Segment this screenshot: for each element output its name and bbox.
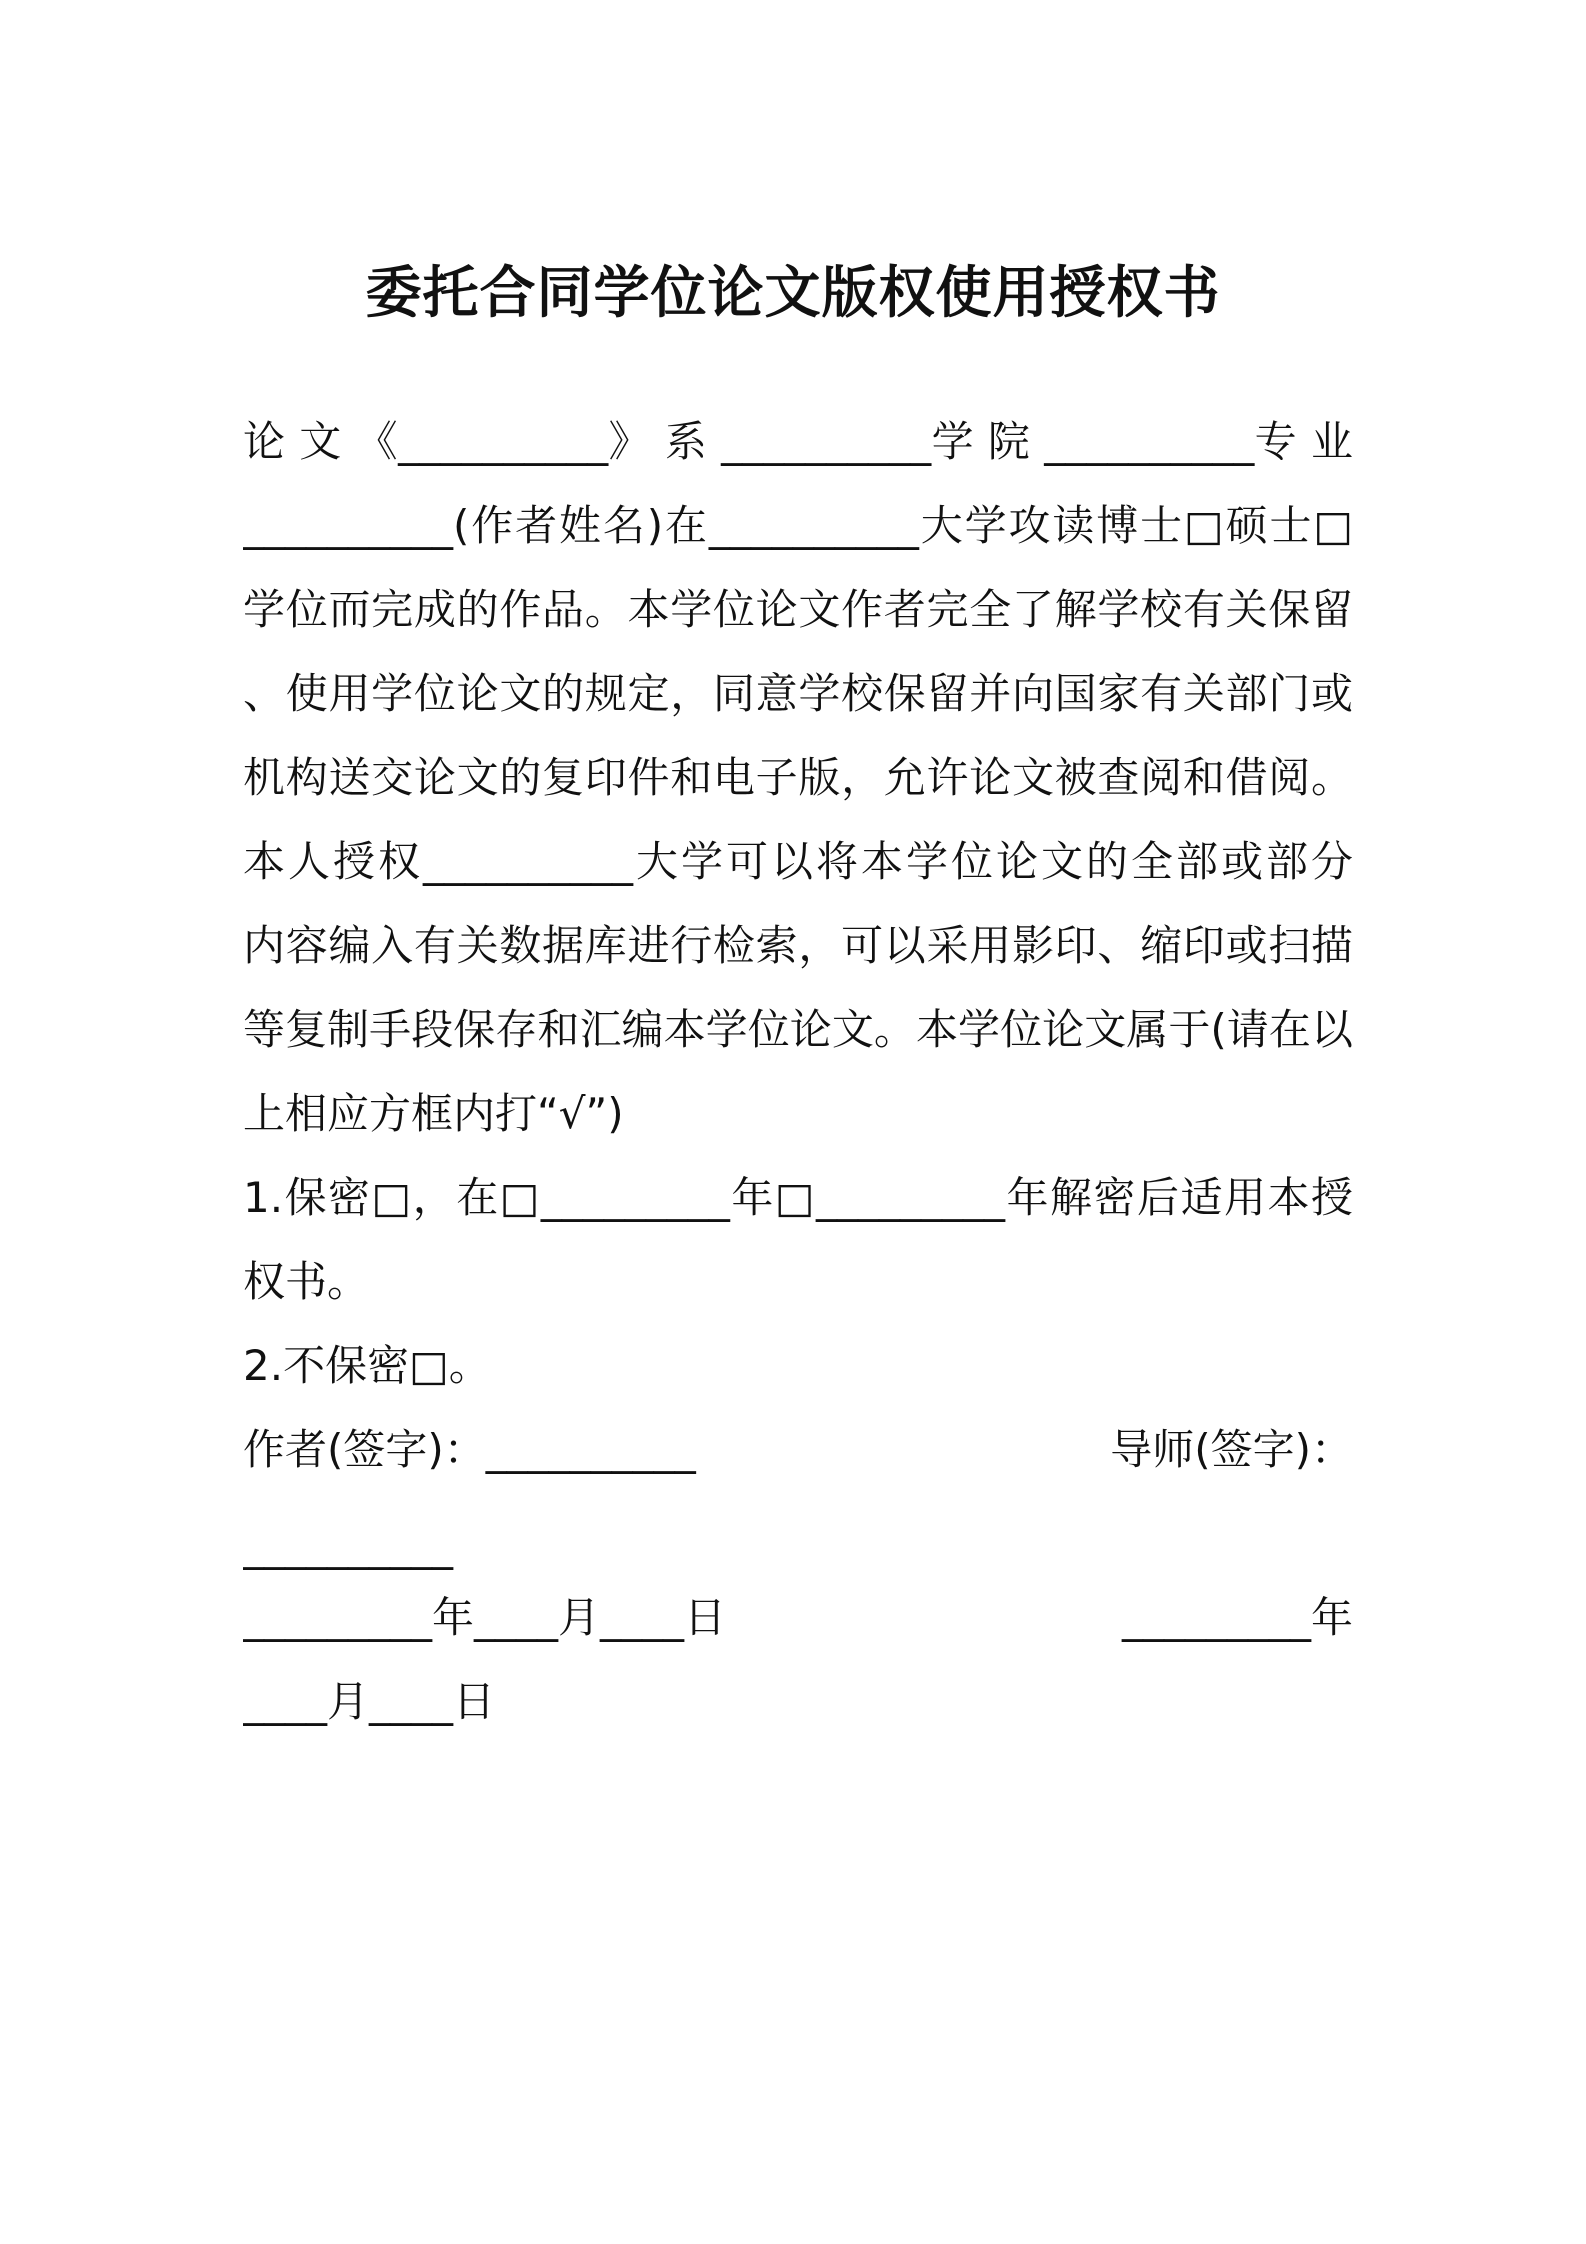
body-line-7: 内容编入有关数据库进行检索，可以采用影印、缩印或扫描 — [243, 921, 1353, 970]
body-line-10: 1.保密□，在□_________年□_________年解密后适用本授 — [243, 1173, 1353, 1222]
body-line-11: 权书。 — [243, 1257, 370, 1306]
body-line-2: __________(作者姓名)在__________大学攻读博士□硕士□ — [243, 501, 1353, 550]
body-line-1: 论 文 《__________》 系 __________学 院 __________专 业 — [243, 417, 1353, 466]
body-line-6: 本人授权__________大学可以将本学位论文的全部或部分 — [243, 837, 1353, 886]
advisor-signature-blank: __________ — [243, 1521, 453, 1570]
advisor-signature-label: 导师(签字)： — [1110, 1425, 1353, 1474]
body-line-9: 上相应方框内打“√”) — [243, 1089, 624, 1138]
advisor-date-year: _________年 — [1121, 1593, 1353, 1642]
author-signature-label: 作者(签字)：__________ — [243, 1425, 696, 1474]
document-title: 委托合同学位论文版权使用授权书 — [365, 261, 1221, 326]
body-line-3: 学位而完成的作品。本学位论文作者完全了解学校有关保留 — [243, 585, 1353, 634]
body-line-4: 、使用学位论文的规定，同意学校保留并向国家有关部门或 — [243, 669, 1353, 718]
body-line-5: 机构送交论文的复印件和电子版，允许论文被查阅和借阅。 — [243, 753, 1353, 802]
body-line-8: 等复制手段保存和汇编本学位论文。本学位论文属于(请在以 — [243, 1005, 1353, 1054]
body-line-12: 2.不保密□。 — [243, 1341, 491, 1390]
advisor-date-rest: ____月____日 — [243, 1677, 496, 1726]
signature-row — [243, 1408, 1353, 1492]
date-row — [243, 1576, 1353, 1660]
author-date: _________年____月____日 — [243, 1593, 727, 1642]
